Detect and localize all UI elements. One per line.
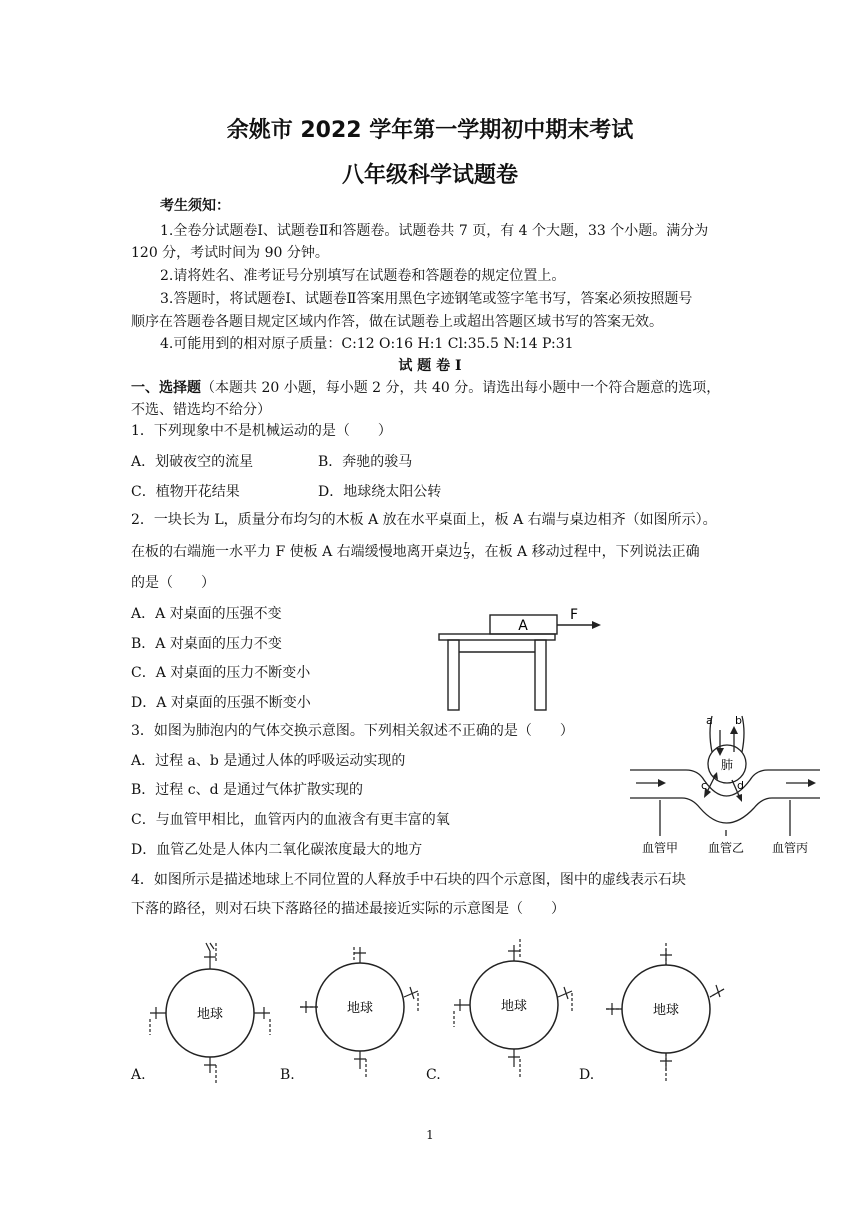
table-leg-left: [448, 640, 459, 710]
board-label: A: [518, 618, 528, 634]
q2-option-b: B．A 对桌面的压力不变: [131, 636, 282, 652]
label-b: b: [735, 714, 742, 727]
flow-arrow-right-head: [808, 779, 816, 787]
notice-item-2: 2.请将姓名、准考证号分别填写在试题卷和答题卷的规定位置上。: [160, 268, 566, 284]
q1-option-c: C．植物开花结果: [131, 484, 240, 500]
person-right: [710, 985, 724, 997]
q3-option-d: D．血管乙处是人体内二氧化碳浓度最大的地方: [131, 842, 423, 858]
notice-heading: 考生须知：: [160, 198, 230, 214]
fraction-numerator: L: [463, 541, 470, 552]
q2-stem-b2: ，在板 A 移动过程中，下列说法正确: [470, 544, 700, 560]
q1-option-b: B．奔驰的骏马: [318, 454, 413, 470]
q3-option-c: C．与血管甲相比，血管丙内的血液含有更丰富的氧: [131, 812, 450, 828]
notice-item-3a: 3.答题时，将试题卷Ⅰ、试题卷Ⅱ答案用黑色字迹钢笔或签字笔书写，答案必须按照题号: [160, 291, 693, 307]
q2-stem-b1: 在板的右端施一水平力 F 使板 A 右端缓慢地离开桌边: [131, 544, 463, 560]
q4-option-c: C.: [426, 1067, 441, 1083]
q2-option-c: C．A 对桌面的压力不断变小: [131, 665, 311, 681]
q4-stem-a: 4．如图所示是描述地球上不同位置的人释放手中石块的四个示意图，图中的虚线表示石块: [131, 872, 686, 888]
label-c: c: [701, 779, 708, 792]
q2-stem-a: 2．一块长为 L，质量分布均匀的木板 A 放在水平桌面上，板 A 右端与桌边相齐（如图所示）。: [131, 512, 717, 528]
earth-label: 地球: [652, 1003, 680, 1018]
label-lung: 肺: [720, 758, 734, 772]
person-right: [254, 1007, 270, 1019]
q1-stem: 1．下列现象中不是机械运动的是（ ）: [131, 423, 392, 439]
q4-stem-b: 下落的路径，则对石块下落路径的描述最接近实际的示意图是（ ）: [131, 901, 565, 917]
q4-option-a: A.: [131, 1067, 146, 1083]
label-vessel-2: 血管乙: [707, 841, 745, 855]
part1-intro: [131, 378, 720, 398]
q3-option-b: B．过程 c、d 是通过气体扩散实现的: [131, 782, 363, 798]
q3-stem: 3．如图为肺泡内的气体交换示意图。下列相关叙述不正确的是（ ）: [131, 723, 574, 739]
q2-option-d: D．A 对桌面的压强不断变小: [131, 695, 311, 711]
fraction-denominator: 3: [463, 551, 470, 562]
notice-item-1a: 1.全卷分试题卷Ⅰ、试题卷Ⅱ和答题卷。试题卷共 7 页，有 4 个大题，33 个小题。满分为: [160, 223, 709, 239]
label-vessel-1: 血管甲: [641, 841, 679, 855]
label-d: d: [737, 779, 744, 792]
person-bottom: [204, 1057, 216, 1073]
person-bottom: [508, 1049, 520, 1067]
person-top: [354, 947, 366, 963]
person-left: [150, 1007, 166, 1019]
person-top: [660, 949, 672, 965]
table-top: [439, 634, 555, 640]
person-top: [204, 943, 216, 969]
page-number: 1: [426, 1128, 434, 1142]
person-bottom: [354, 1051, 366, 1069]
flow-arrow-left-head: [658, 779, 666, 787]
q2-stem-b: [131, 542, 700, 562]
earth-label: 地球: [346, 1001, 374, 1016]
q1-option-a: A．划破夜空的流星: [131, 454, 254, 470]
earth-label: 地球: [500, 999, 528, 1014]
notice-item-4: 4.可能用到的相对原子质量：C:12 O:16 H:1 Cl:35.5 N:14 P:31: [160, 336, 574, 352]
q2-option-a: A．A 对桌面的压强不变: [131, 606, 282, 622]
part1-desc-a: （本题共 20 小题，每小题 2 分，共 40 分。请选出每小题中一个符合题意的选项，: [201, 380, 721, 396]
q4-option-b: B.: [280, 1067, 295, 1083]
airway-right: [742, 716, 744, 752]
fraction-l-over-3: [464, 543, 470, 562]
label-a: a: [706, 714, 713, 727]
vessel-bottom-wall: [630, 798, 820, 823]
arrow-b-head: [730, 726, 738, 734]
section-title: 试 题 卷 Ⅰ: [398, 358, 462, 374]
part1-heading: 一、选择题: [131, 380, 201, 396]
alveolus-figure: [626, 712, 822, 860]
person-right: [404, 987, 418, 999]
part1-desc-b: 不选、错选均不给分）: [131, 402, 271, 418]
earth-figure-b: [290, 935, 430, 1085]
board-table-figure: [436, 602, 606, 714]
earth-label: 地球: [196, 1007, 224, 1022]
arrow-d-head: [736, 794, 742, 802]
earth-figure-c: [440, 935, 580, 1085]
notice-item-3b: 顺序在答题卷各题目规定区域内作答，做在试题卷上或超出答题区域书写的答案无效。: [131, 314, 663, 330]
earth-figure-a: [140, 935, 280, 1085]
notice-item-1b: 120 分，考试时间为 90 分钟。: [131, 245, 329, 261]
q4-option-d: D.: [579, 1067, 595, 1083]
person-top: [508, 945, 520, 961]
exam-title: 余姚市 2022 学年第一学期初中期末考试: [226, 118, 634, 143]
force-label: F: [570, 607, 579, 623]
table-leg-right: [535, 640, 546, 710]
arrow-a-head: [716, 748, 724, 756]
force-arrow-head: [592, 621, 601, 629]
exam-subtitle: 八年级科学试题卷: [341, 163, 518, 188]
q2-stem-c: 的是（ ）: [131, 575, 215, 591]
q3-option-a: A．过程 a、b 是通过人体的呼吸运动实现的: [131, 753, 406, 769]
label-vessel-3: 血管丙: [771, 841, 809, 855]
earth-figure-d: [592, 935, 732, 1085]
q1-option-d: D．地球绕太阳公转: [318, 484, 442, 500]
person-left: [454, 999, 470, 1011]
person-right: [558, 987, 572, 999]
